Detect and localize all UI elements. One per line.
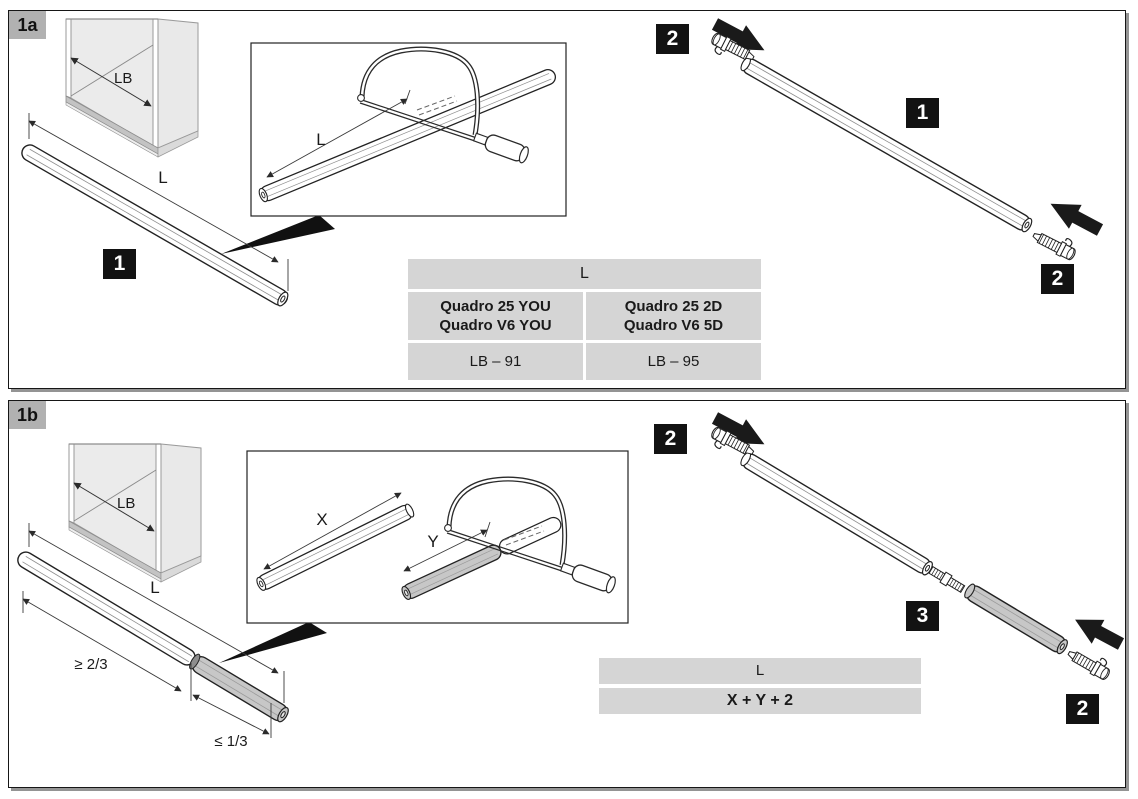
- callout-wedge: [219, 622, 327, 663]
- insert-arrow-icon: [1044, 192, 1106, 242]
- table-formula-col1: LB – 91: [408, 343, 583, 380]
- table-formula: X + Y + 2: [599, 688, 921, 714]
- rod-length-label: L: [150, 578, 160, 597]
- inset-x-label: X: [316, 510, 328, 529]
- panel-label-1b: 1b: [9, 401, 46, 429]
- cabinet-width-label: LB: [117, 495, 136, 512]
- table-models-col1: [408, 292, 583, 340]
- inset-y-label: Y: [427, 532, 439, 551]
- cutting-inset: [251, 43, 566, 216]
- segment-one-third-label: ≤ 1/3: [214, 733, 248, 750]
- step-badge-1-right: 1: [906, 98, 939, 128]
- cutting-inset: [247, 451, 628, 623]
- table-models-col2: [586, 292, 761, 340]
- panel-label-1a: 1a: [9, 11, 46, 39]
- profile-rod: [19, 142, 290, 308]
- panel-step-1b: [8, 400, 1126, 788]
- assembled-rod: [739, 56, 1034, 234]
- cabinet-graphic: [66, 19, 198, 157]
- table-formula-col2: LB – 95: [586, 343, 761, 380]
- callout-wedge: [221, 215, 335, 254]
- panel-step-1a: [8, 10, 1126, 389]
- model-name: Quadro 25 2D: [624, 297, 723, 315]
- step-badge-2-top: 2: [656, 24, 689, 54]
- cabinet-graphic: [69, 444, 201, 582]
- table-header: L: [408, 259, 761, 289]
- step-badge-2-top: 2: [654, 424, 687, 454]
- table-header: L: [599, 658, 921, 684]
- step-badge-3: 3: [906, 601, 939, 631]
- connector-stud-icon: [928, 565, 966, 594]
- length-formula-table: [599, 658, 921, 714]
- coupling-bolt-icon: [1031, 224, 1080, 262]
- length-table: [408, 259, 761, 380]
- assembled-rod-white: [739, 451, 935, 577]
- inset-length-label: L: [316, 130, 326, 149]
- step-badge-2-bottom: 2: [1041, 264, 1074, 294]
- rod-length-label: L: [158, 168, 168, 187]
- model-name: Quadro 25 YOU: [440, 297, 551, 315]
- segment-two-thirds-label: ≥ 2/3: [74, 656, 108, 673]
- step-badge-1: 1: [103, 249, 136, 279]
- diagram-1b: [9, 401, 1124, 786]
- model-name: Quadro V6 YOU: [439, 317, 552, 334]
- step-badge-2-bottom: 2: [1066, 694, 1099, 724]
- insert-arrow-icon: [1069, 608, 1124, 656]
- coupling-bolt-icon: [1065, 642, 1114, 681]
- assembled-rod-gray: [963, 582, 1070, 655]
- model-name: Quadro V6 5D: [623, 317, 724, 334]
- cabinet-width-label: LB: [114, 70, 133, 87]
